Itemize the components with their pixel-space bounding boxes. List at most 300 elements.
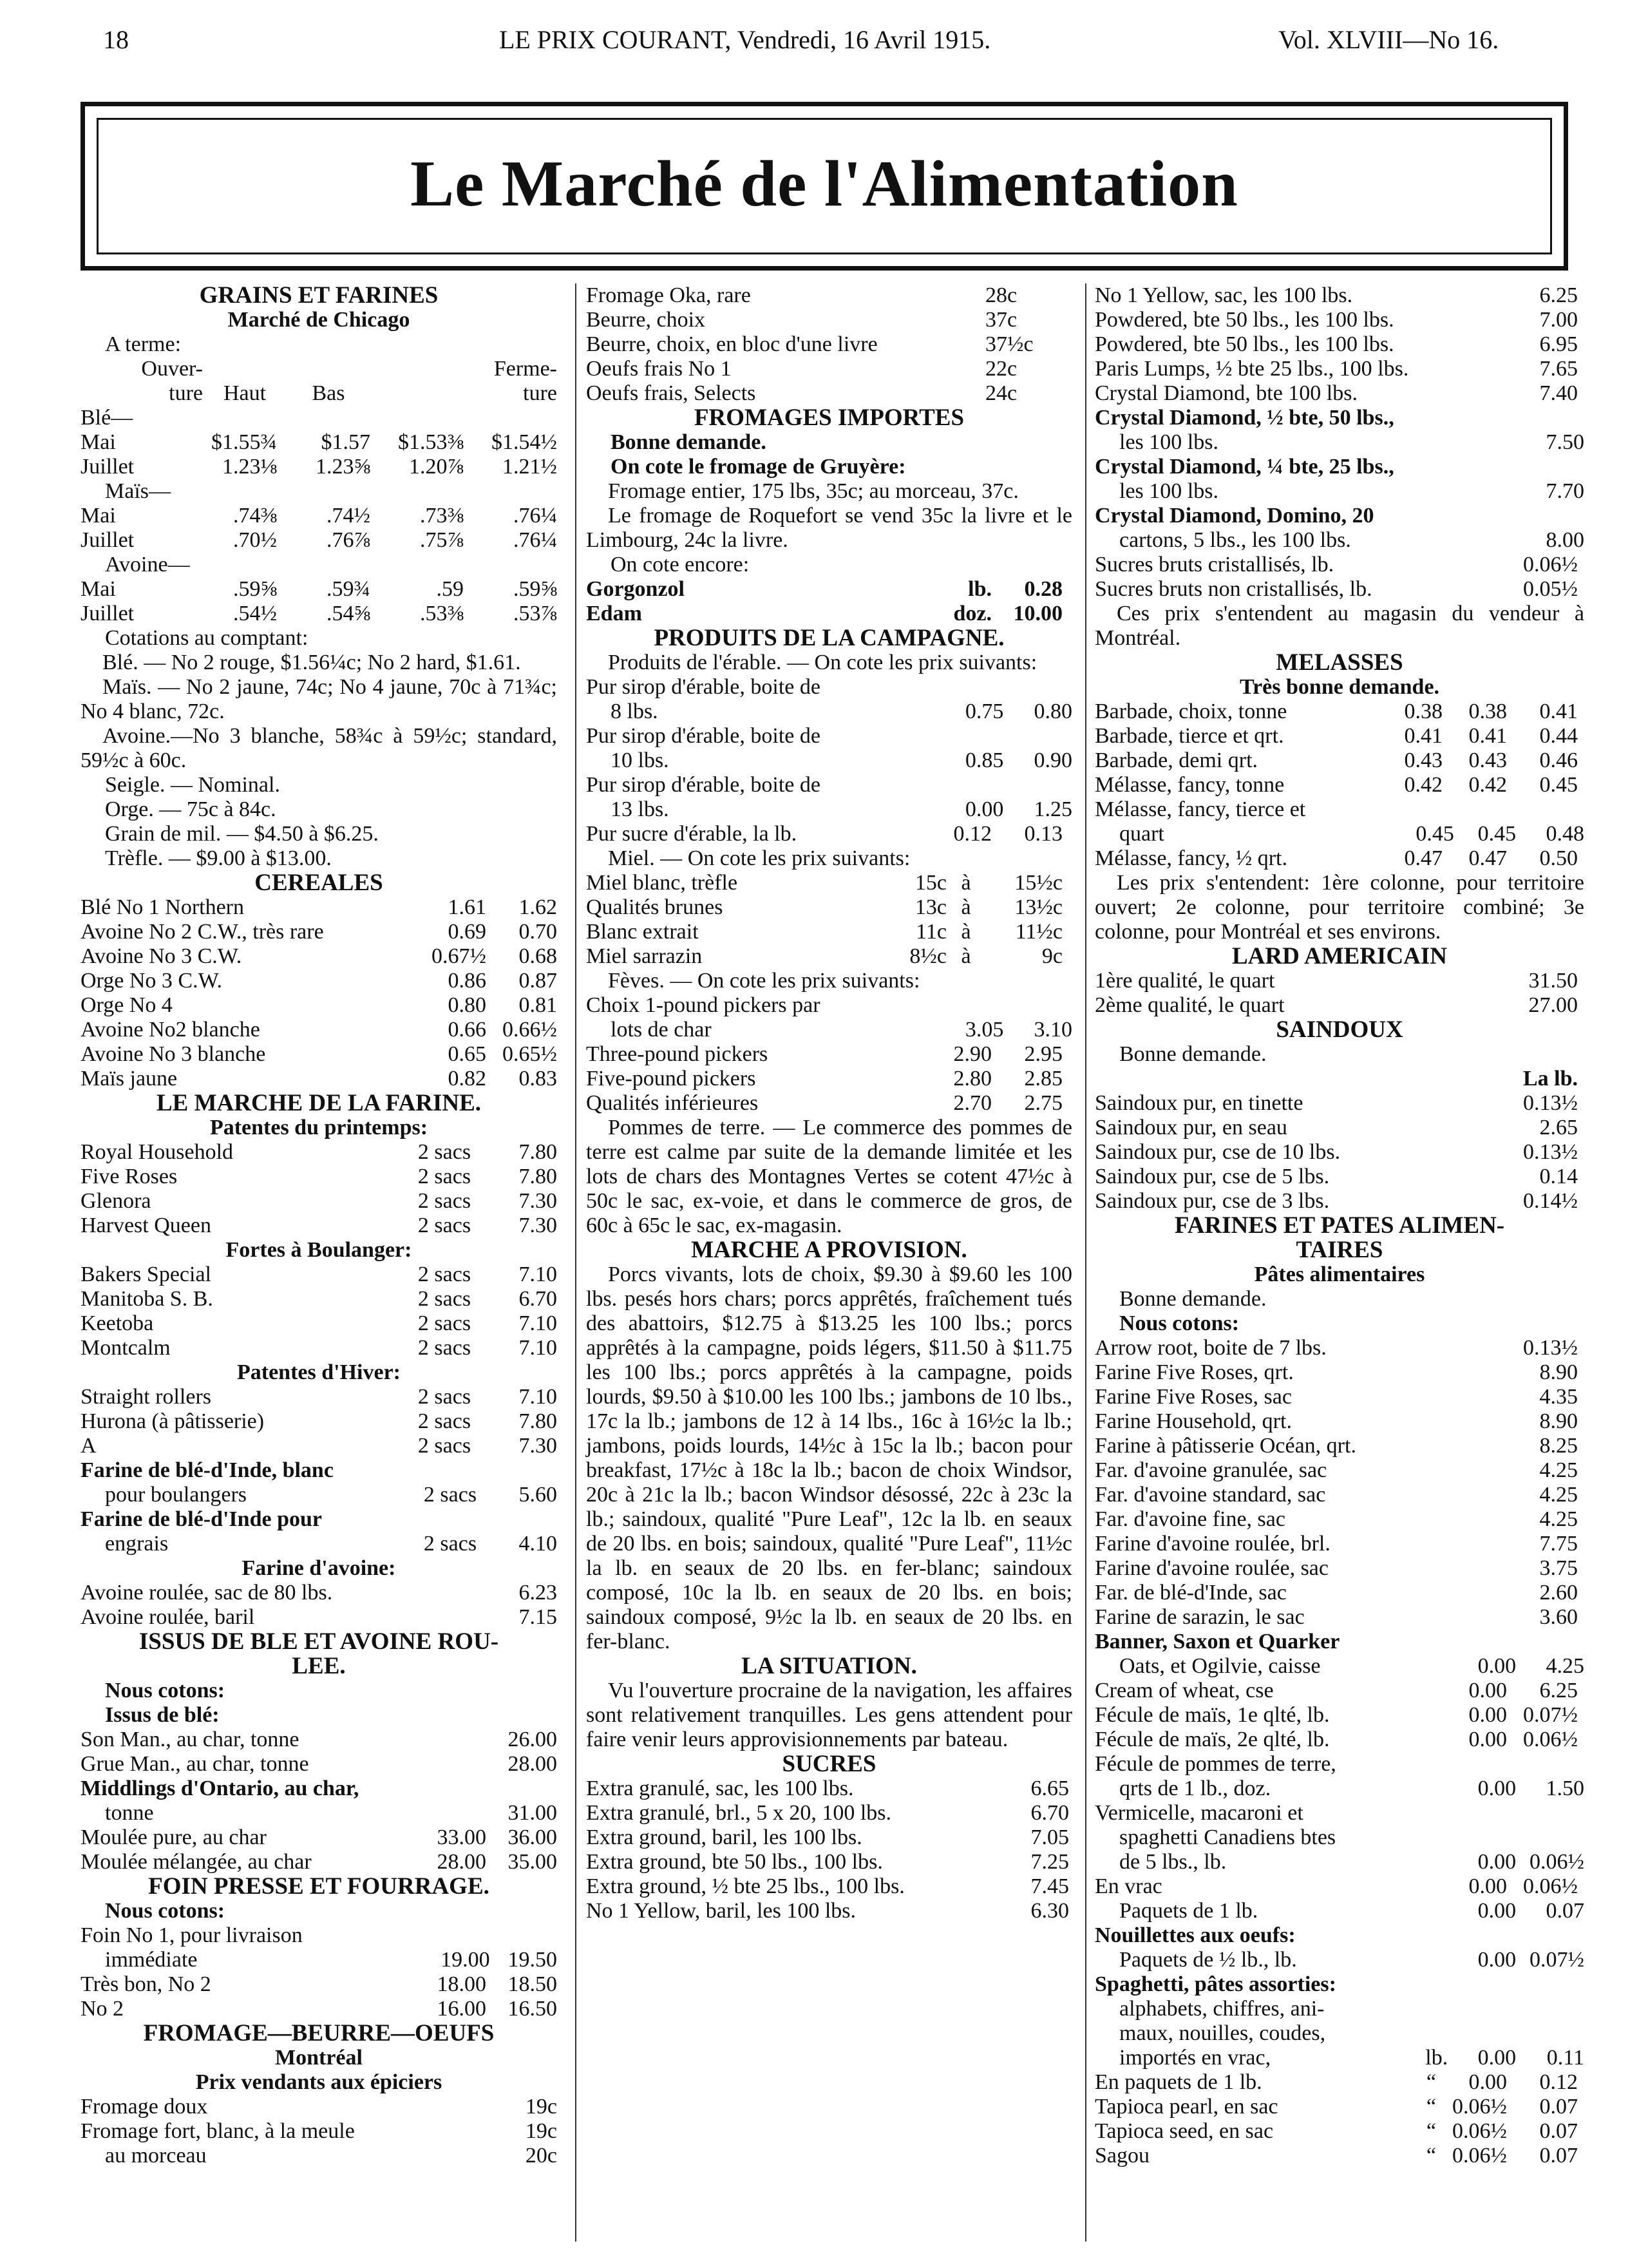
pasta-subheading: Pâtes alimentaires	[1254, 1263, 1425, 1286]
table-cell: 0.07½	[1523, 1703, 1578, 1727]
table-cell: Far. d'avoine standard, sac	[1095, 1483, 1326, 1507]
cash-quote: Avoine.—No 3 blanche, 58¾c à 59½c; standard, 59½c à 60c.	[81, 724, 557, 772]
hay-row	[81, 1948, 557, 1972]
table-cell: 1.20⅞	[409, 455, 464, 479]
table-cell: 0.00	[1468, 2070, 1507, 2094]
table-cell: Maïs jaune	[81, 1067, 178, 1091]
dairy-row	[586, 381, 1072, 406]
table-cell: 13c	[914, 895, 947, 919]
table-cell: 19c	[525, 2095, 557, 2119]
spaghetti-line: maux, nouilles, coudes,	[1119, 2021, 1326, 2045]
molasses-row	[1095, 773, 1584, 797]
table-cell: .59⅝	[233, 577, 277, 601]
sugar-row	[586, 1850, 1072, 1874]
sugar-row	[1095, 381, 1584, 406]
table-cell: 2 sacs	[417, 1409, 471, 1433]
sugar-row	[1095, 479, 1584, 504]
vermicelli-line: Vermicelle, macaroni et	[1095, 1801, 1303, 1825]
table-cell: 0.81	[518, 993, 557, 1017]
a-terme-label: A terme:	[105, 332, 182, 356]
bran-row	[81, 1752, 557, 1777]
table-cell: Ferme-	[493, 357, 557, 381]
table-cell: Sucres bruts cristallisés, lb.	[1095, 553, 1334, 577]
table-cell: 0.12	[1539, 2070, 1578, 2094]
table-cell: .54⅝	[327, 602, 370, 625]
table-cell: En paquets de 1 lb.	[1095, 2070, 1262, 2094]
table-cell: Très bon, No 2	[81, 1972, 211, 1996]
table-cell: 19.00	[440, 1948, 490, 1972]
table-cell: 28c	[985, 283, 1018, 307]
table-cell: 0.28	[1024, 577, 1063, 601]
table-cell: Saindoux pur, en seau	[1095, 1116, 1287, 1139]
syrup-line: Pur sirop d'érable, boite de	[586, 675, 820, 699]
table-cell: 19c	[525, 2119, 557, 2143]
grocers-subheading: Prix vendants aux épiciers	[195, 2070, 442, 2094]
flour-row	[1095, 1336, 1584, 1360]
table-cell: 6.25	[1539, 283, 1578, 307]
beans-row	[586, 1091, 1072, 1116]
flour-row	[1095, 1483, 1584, 1507]
table-cell: No 1 Yellow, baril, les 100 lbs.	[586, 1899, 857, 1923]
table-cell: A	[81, 1434, 97, 1458]
table-cell: Sucres bruts non cristallisés, lb.	[1095, 577, 1372, 601]
pasta-row	[1095, 1728, 1584, 1752]
table-cell: Five Roses	[81, 1165, 178, 1188]
cereal-row	[81, 969, 557, 993]
cheese-row	[81, 2095, 557, 2119]
lard-row	[1095, 969, 1584, 993]
pasta-row	[1095, 1874, 1584, 1899]
table-cell: Montcalm	[81, 1336, 171, 1360]
table-cell: 2.90	[953, 1042, 992, 1066]
table-cell: Arrow root, boite de 7 lbs.	[1095, 1336, 1327, 1360]
oat-row	[81, 1581, 557, 1605]
table-cell: pour boulangers	[105, 1483, 247, 1507]
american-lard-heading: LARD AMERICAIN	[1231, 943, 1448, 969]
table-cell: 0.06½	[1523, 553, 1578, 577]
table-cell: Son Man., au char, tonne	[81, 1728, 299, 1751]
table-cell: Royal Household	[81, 1140, 234, 1164]
table-cell: 0.75	[965, 700, 1004, 723]
table-cell: 7.25	[1030, 1850, 1069, 1874]
table-cell: 8.25	[1539, 1434, 1578, 1458]
good-demand: Bonne demande.	[1119, 1287, 1267, 1311]
table-cell: Barbade, tierce et qrt.	[1095, 724, 1284, 748]
beans-line: Choix 1-pound pickers par	[586, 993, 820, 1017]
table-cell: 1.23⅝	[316, 455, 370, 479]
corn-flour-line: Farine de blé-d'Inde, blanc	[81, 1458, 334, 1482]
table-cell: Far. d'avoine granulée, sac	[1095, 1458, 1327, 1482]
table-cell: $1.54½	[491, 430, 557, 454]
situation-heading: LA SITUATION.	[741, 1653, 917, 1679]
table-cell: Pur sucre d'érable, la lb.	[586, 822, 797, 846]
table-cell: 1.50	[1546, 1777, 1584, 1800]
molasses-row	[1095, 822, 1584, 846]
table-cell: quart	[1119, 822, 1164, 846]
table-cell: 0.07	[1539, 2095, 1578, 2119]
table-cell: 18.50	[507, 1972, 557, 1996]
dairy-row	[586, 332, 1072, 357]
table-cell: “	[1426, 2119, 1436, 2143]
table-cell: 0.87	[518, 969, 557, 993]
table-cell: Oeufs frais No 1	[586, 357, 732, 381]
honey-row	[586, 871, 1072, 895]
table-cell: 4.10	[518, 1532, 557, 1556]
table-cell: 0.07	[1539, 2119, 1578, 2143]
table-cell: 9c	[1041, 944, 1063, 968]
table-cell: 0.45	[1416, 822, 1454, 846]
table-cell: 20c	[525, 2144, 557, 2168]
table-cell: 7.80	[518, 1165, 557, 1188]
table-cell: 7.50	[1546, 430, 1584, 454]
table-cell: 3.75	[1539, 1556, 1578, 1580]
table-cell: 0.41	[1468, 724, 1507, 748]
table-cell: 3.05	[965, 1018, 1004, 1042]
table-cell	[287, 357, 370, 381]
table-cell: Farine Five Roses, sac	[1095, 1385, 1292, 1409]
flour-market-heading: LE MARCHE DE LA FARINE.	[156, 1090, 481, 1116]
table-cell: 2 sacs	[417, 1189, 471, 1213]
table-cell: 0.00	[1468, 1703, 1507, 1727]
molasses-row	[1095, 846, 1584, 871]
table-cell: 13 lbs.	[611, 797, 669, 821]
nous-cotons: Nous cotons:	[105, 1899, 225, 1923]
cheese-paragraph: Fromage entier, 175 lbs, 35c; au morceau, 37c.	[608, 479, 1019, 503]
table-cell: 4.25	[1546, 1654, 1584, 1678]
table-cell: Farine Household, qrt.	[1095, 1409, 1292, 1433]
table-cell: Juillet	[81, 602, 135, 625]
table-cell: .54½	[233, 602, 277, 625]
syrup-row	[586, 797, 1072, 822]
table-cell: tonne	[105, 1801, 154, 1825]
table-cell: Avoine No2 blanche	[81, 1018, 260, 1042]
table-cell: 37½c	[985, 332, 1034, 356]
table-cell: Juillet	[81, 528, 135, 552]
table-cell: Manitoba S. B.	[81, 1287, 213, 1311]
table-cell: 0.45	[1539, 773, 1578, 797]
table-cell: 37c	[985, 308, 1018, 332]
lard-row	[1095, 1091, 1584, 1116]
cereal-row	[81, 1042, 557, 1067]
table-cell	[415, 1728, 486, 1752]
table-cell: 8½c	[909, 944, 947, 968]
table-cell: 11½c	[1015, 920, 1063, 944]
table-cell: Powdered, bte 50 lbs., les 100 lbs.	[1095, 308, 1394, 332]
good-demand: Bonne demande.	[1119, 1042, 1267, 1066]
futures-header-row	[81, 381, 557, 406]
cereal-row	[81, 895, 557, 920]
table-cell: 7.80	[518, 1409, 557, 1433]
molasses-row	[1095, 700, 1584, 724]
table-cell: 2.95	[1024, 1042, 1063, 1066]
table-cell: 35.00	[507, 1850, 557, 1874]
table-cell: 0.66½	[502, 1018, 557, 1042]
table-cell: Farine d'avoine roulée, sac	[1095, 1556, 1329, 1580]
sugar-row	[1095, 332, 1584, 357]
pasta-row	[1095, 1899, 1584, 1923]
cereal-row	[81, 1067, 557, 1091]
table-cell: 0.65½	[502, 1042, 557, 1066]
table-cell: immédiate	[105, 1948, 198, 1972]
beans-row	[586, 1018, 1072, 1042]
table-cell: Oats, et Ogilvie, caisse	[1119, 1654, 1321, 1678]
table-cell: 0.85	[965, 748, 1004, 772]
table-cell: La lb.	[1522, 1067, 1578, 1091]
table-cell: 0.80	[1034, 700, 1072, 723]
flour-row	[81, 1189, 557, 1214]
table-cell: Cream of wheat, cse	[1095, 1679, 1274, 1702]
lard-row	[1095, 1140, 1584, 1165]
futures-row	[81, 528, 557, 553]
table-cell: Barbade, choix, tonne	[1095, 700, 1287, 723]
cereal-row	[81, 1018, 557, 1042]
table-cell: 15½c	[1014, 871, 1063, 895]
table-cell: 2 sacs	[417, 1165, 471, 1188]
grain-label: Avoine—	[105, 553, 190, 577]
table-cell: 8 lbs.	[611, 700, 658, 723]
table-cell: 0.42	[1468, 773, 1507, 797]
table-cell: 10 lbs.	[611, 748, 669, 772]
quote-line: Grain de mil. — $4.50 à $6.25.	[105, 822, 379, 846]
table-cell: 0.47	[1404, 846, 1443, 870]
situation-paragraph: Vu l'ouverture procraine de la navigation, les affaires sont relativement tranquilles. Les gens attendent pour faire venir leurs approvisionnements par bateau.	[586, 1679, 1072, 1751]
table-cell	[203, 357, 287, 381]
chicago-subheading: Marché de Chicago	[227, 308, 410, 332]
sugar-row	[1095, 430, 1584, 455]
table-cell: .59	[436, 577, 464, 601]
honey-paragraph: Miel. — On cote les prix suivants:	[608, 846, 911, 870]
unit-row	[1095, 1067, 1584, 1091]
table-cell: 2.85	[1024, 1067, 1063, 1091]
country-produce-heading: PRODUITS DE LA CAMPAGNE.	[654, 625, 1005, 651]
honey-row	[586, 944, 1072, 969]
table-cell: Extra ground, ½ bte 25 lbs., 100 lbs.	[586, 1874, 905, 1898]
table-cell: 0.05½	[1523, 577, 1578, 601]
pasta-row	[1095, 1850, 1584, 1874]
pasta-row	[1095, 1654, 1584, 1679]
hay-row	[81, 1972, 557, 1997]
table-cell: les 100 lbs.	[1119, 479, 1218, 503]
beans-row	[586, 1067, 1072, 1091]
sugar-row	[1095, 528, 1584, 553]
flour-row	[81, 1434, 557, 1458]
sugar-row	[586, 1825, 1072, 1850]
futures-row	[81, 455, 557, 479]
flour-row	[81, 1385, 557, 1409]
table-cell: Moulée mélangée, au char	[81, 1850, 312, 1874]
table-cell: 0.07	[1546, 1899, 1584, 1923]
sugar-row	[1095, 308, 1584, 332]
table-cell: Harvest Queen	[81, 1214, 211, 1237]
table-cell: 36.00	[507, 1825, 557, 1849]
table-cell: Avoine roulée, sac de 80 lbs.	[81, 1581, 333, 1605]
grain-label: Blé—	[81, 406, 133, 430]
nous-cotons: Nous cotons:	[105, 1679, 225, 1702]
table-cell: 0.00	[1477, 2046, 1517, 2070]
table-cell: 18.00	[437, 1972, 486, 1996]
table-cell: Keetoba	[81, 1311, 154, 1335]
quote-line: Trèfle. — $9.00 à $13.00.	[105, 846, 332, 870]
flour-row	[81, 1214, 557, 1238]
table-cell: Ouver-	[141, 357, 203, 381]
table-cell: Three-pound pickers	[586, 1042, 768, 1066]
table-cell: 0.42	[1404, 773, 1443, 797]
very-good-demand: Très bonne demande.	[1239, 675, 1440, 699]
table-cell: 6.70	[518, 1287, 557, 1311]
table-cell: doz.	[953, 602, 992, 625]
corn-flour-line: Farine de blé-d'Inde pour	[81, 1507, 322, 1531]
table-cell: 7.10	[518, 1311, 557, 1335]
table-cell: 0.13½	[1523, 1140, 1578, 1164]
table-cell: 7.00	[1539, 308, 1578, 332]
table-cell: 0.69	[448, 920, 486, 944]
table-cell: 2 sacs	[417, 1434, 471, 1458]
table-cell: 0.11	[1546, 2046, 1584, 2070]
table-cell: Avoine No 3 C.W.	[81, 944, 242, 968]
table-cell: 1.25	[1034, 797, 1072, 821]
hay-heading: FOIN PRESSE ET FOURRAGE.	[148, 1873, 489, 1900]
table-cell: $1.55¾	[211, 430, 277, 454]
molasses-note: Les prix s'entendent: 1ère colonne, pour territoire ouvert; 2e colonne, pour territoire combiné; 3e colonne, pour Montréal et ses environs.	[1095, 871, 1584, 944]
table-cell: 4.25	[1539, 1483, 1578, 1507]
table-cell: lb.	[1425, 2046, 1448, 2070]
table-cell: Powdered, bte 50 lbs., les 100 lbs.	[1095, 332, 1394, 356]
beans-row	[586, 1042, 1072, 1067]
table-cell: 3.60	[1539, 1605, 1578, 1629]
table-cell: Farine de sarazin, le sac	[1095, 1605, 1305, 1629]
table-cell: à	[961, 920, 971, 944]
table-cell: $1.57	[321, 430, 370, 454]
table-cell: 0.06½	[1530, 1850, 1584, 1874]
table-cell: 16.00	[437, 1997, 486, 2021]
table-cell: 5.60	[518, 1483, 557, 1507]
lard-row	[1095, 1165, 1584, 1189]
cash-label: Cotations au comptant:	[105, 626, 308, 650]
table-cell: .59¾	[327, 577, 370, 601]
table-cell: 4.35	[1539, 1385, 1578, 1409]
page-number: 18	[103, 25, 129, 54]
fecule-line: Fécule de pommes de terre,	[1095, 1752, 1336, 1776]
futures-row	[81, 430, 557, 455]
honey-row	[586, 920, 1072, 944]
potatoes-paragraph: Pommes de terre. — Le commerce des pommes de terre est calme par suite de la demande limitée et les lots de chars des Montagnes Vertes se cotent 47½c à 50c le sac, ex-voie, et dans le commerce de gros, de 60c à 65c le sac, ex-magasin.	[586, 1116, 1072, 1237]
flour-row	[81, 1287, 557, 1311]
table-cell: 7.10	[518, 1385, 557, 1409]
encore-line: On cote encore:	[611, 553, 750, 577]
flour-row	[81, 1336, 557, 1360]
cereal-row	[81, 920, 557, 944]
table-cell: 11c	[916, 920, 947, 944]
molasses-row	[1095, 724, 1584, 748]
table-cell: .76¼	[513, 504, 557, 528]
table-cell: .70½	[233, 528, 277, 552]
good-demand: Bonne demande.	[611, 430, 766, 454]
table-cell: 0.82	[448, 1067, 486, 1091]
futures-row	[81, 602, 557, 626]
table-cell: 28.00	[507, 1752, 557, 1776]
table-cell: ture	[169, 381, 203, 405]
cash-quote: Blé. — No 2 rouge, $1.56¼c; No 2 hard, $1.61.	[102, 651, 521, 674]
table-cell: 0.00	[1477, 1899, 1517, 1923]
lard-row	[1095, 993, 1584, 1018]
table-cell: Barbade, demi qrt.	[1095, 748, 1258, 772]
table-cell: .76¼	[513, 528, 557, 552]
table-cell: Orge No 4	[81, 993, 173, 1017]
table-cell: 0.06½	[1452, 2144, 1507, 2168]
table-cell: 0.06½	[1523, 1874, 1578, 1898]
maple-paragraph: Produits de l'érable. — On cote les prix suivants:	[608, 651, 1037, 674]
flour-row	[1095, 1507, 1584, 1532]
table-cell: 6.23	[518, 1581, 557, 1605]
table-cell: Saindoux pur, cse de 5 lbs.	[1095, 1165, 1330, 1188]
table-cell: 4.25	[1539, 1458, 1578, 1482]
quote-line: Orge. — 75c à 84c.	[105, 797, 276, 821]
table-cell: Glenora	[81, 1189, 151, 1213]
table-cell: 0.38	[1468, 700, 1507, 723]
hay-row	[81, 1997, 557, 2021]
table-cell: Extra granulé, sac, les 100 lbs.	[586, 1777, 854, 1800]
table-cell: 1.23⅛	[222, 455, 277, 479]
prices-note: Ces prix s'entendent au magasin du vendeur à Montréal.	[1095, 602, 1584, 650]
table-cell: 2.80	[953, 1067, 992, 1091]
table-cell: engrais	[105, 1532, 169, 1556]
spring-patents-subheading: Patentes du printemps:	[209, 1116, 428, 1139]
table-cell: Mai	[81, 577, 116, 601]
table-cell: 0.80	[448, 993, 486, 1017]
table-cell: Beurre, choix	[586, 308, 706, 332]
table-cell: 2 sacs	[417, 1311, 471, 1335]
crystal-line: Crystal Diamond, ½ bte, 50 lbs.,	[1095, 406, 1394, 430]
table-cell: .73⅜	[420, 504, 464, 528]
dairy-row	[586, 283, 1072, 308]
table-cell: Mélasse, fancy, ½ qrt.	[1095, 846, 1287, 870]
table-cell: 2ème qualité, le quart	[1095, 993, 1285, 1017]
imported-cheese-heading: FROMAGES IMPORTES	[694, 405, 965, 431]
syrup-row	[586, 700, 1072, 724]
syrup-row	[586, 748, 1072, 773]
pasta-row	[1095, 2046, 1584, 2070]
cereal-row	[81, 944, 557, 969]
table-cell: 2 sacs	[417, 1214, 471, 1237]
dairy-row	[586, 308, 1072, 332]
table-cell: 0.44	[1539, 724, 1578, 748]
table-cell: 28.00	[437, 1850, 486, 1874]
table-cell: 0.43	[1468, 748, 1507, 772]
column-3	[1095, 283, 1584, 2168]
flour-row	[81, 1483, 557, 1507]
table-cell: Qualités inférieures	[586, 1091, 759, 1115]
grains-heading: GRAINS ET FARINES	[199, 282, 439, 309]
sugar-row	[1095, 357, 1584, 381]
table-cell: Haut	[223, 381, 267, 405]
table-cell: No 1 Yellow, sac, les 100 lbs.	[1095, 283, 1353, 307]
cereal-row	[81, 993, 557, 1018]
table-cell: Fécule de maïs, 1e qlté, lb.	[1095, 1703, 1330, 1727]
table-cell: Fécule de maïs, 2e qlté, lb.	[1095, 1728, 1330, 1751]
column-2	[586, 283, 1072, 1923]
table-cell: 4.25	[1539, 1507, 1578, 1531]
flour-row	[1095, 1434, 1584, 1458]
table-cell: 0.41	[1404, 724, 1443, 748]
saindoux-heading: SAINDOUX	[1276, 1016, 1403, 1043]
section-banner	[81, 102, 1568, 271]
moulee-row	[81, 1825, 557, 1850]
table-cell: Grue Man., au char, tonne	[81, 1752, 309, 1776]
table-cell: 7.45	[1030, 1874, 1069, 1898]
column-1	[81, 283, 557, 2168]
table-cell: 7.80	[518, 1140, 557, 1164]
table-cell: à	[961, 871, 971, 895]
